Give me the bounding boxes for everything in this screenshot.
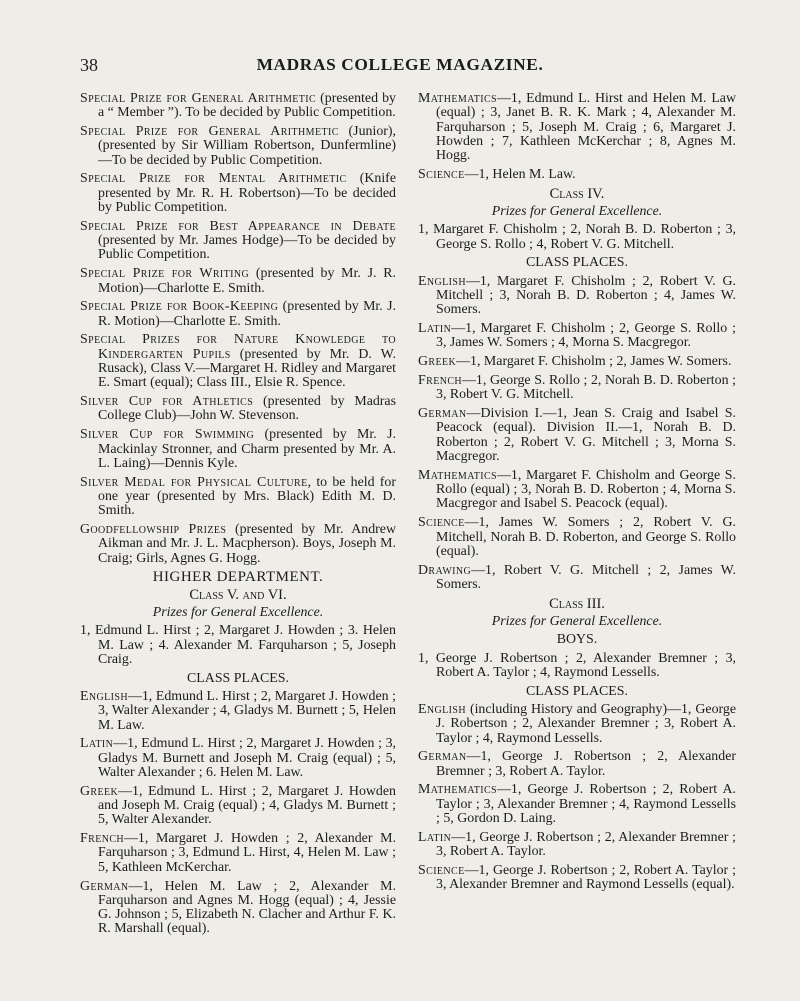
special-prize-entry: Silver Cup for Swimming (presented by Mr. J. Mackinlay Stronner, and Charm presented by Mr. A. L. Laing)—Dennis Kyle. [80, 427, 396, 471]
subject-entry: Science—1, James W. Somers ; 2, Robert V. G. Mitchell, Norah B. D. Roberton, and George S. Rollo (equal). [418, 515, 736, 559]
general-excellence-list: 1, Edmund L. Hirst ; 2, Margaret J. Howden ; 3. Helen M. Law ; 4. Alexander M. Farquharson ; 5, Joseph Craig. [80, 623, 396, 667]
subject-entry: Greek—1, Edmund L. Hirst ; 2, Margaret J. Howden and Joseph M. Craig (equal) ; 4, Gladys M. Burnett ; 5, Walter Alexander. [80, 783, 396, 828]
class-places-heading: CLASS PLACES. [187, 670, 289, 686]
subject-entry: German—Division I.—1, Jean S. Craig and Isabel S. Peacock (equal). Division II.—1, Norah B. D. Roberton ; 2, Robert V. G. Mitchell ; 3, Morna S. Macgregor. [418, 406, 736, 465]
subject-entry: Mathematics—1, Edmund L. Hirst and Helen M. Law (equal) ; 3, Janet B. R. K. Mark ; 4, Alexander M. Farquharson ; 5, Joseph M. Craig ; 6, Margaret J. Howden ; 7, Kathleen McKerchar ; 8, Agnes M. Hogg. [418, 91, 736, 164]
general-excellence-list: 1, George J. Robertson ; 2, Alexander Bremner ; 3, Robert A. Taylor ; 4, Raymond Lessells. [418, 650, 736, 680]
special-prizes [80, 92, 396, 566]
special-prize-entry: Silver Medal for Physical Culture, to be held for one year (presented by Mrs. Black) Edith M. D. Smith. [80, 474, 396, 519]
subject-entry: Greek—1, Margaret F. Chisholm ; 2, James W. Somers. [418, 354, 732, 370]
class-heading-v-vi: Class V. and VI. [189, 586, 287, 603]
special-prize-entry: Special Prize for Book-Keeping (presented by Mr. J. R. Motion)—Charlotte E. Smith. [80, 299, 396, 329]
special-prize-entry: Special Prize for General Arithmetic (presented by a “ Member ”). To be decided by Public Competition. [80, 91, 397, 121]
subject-entry: French—1, George S. Rollo ; 2, Norah B. D. Roberton ; 3, Robert V. G. Mitchell. [418, 373, 736, 403]
subject-list [418, 92, 736, 182]
subject-entry: Science—1, Helen M. Law. [418, 166, 576, 182]
subject-entry: Science—1, George J. Robertson ; 2, Robert A. Taylor ; 3, Alexander Bremner and Raymond Lessells (equal). [418, 862, 736, 893]
subject-list [418, 703, 736, 893]
section-heading-higher: HIGHER DEPARTMENT. [152, 569, 324, 586]
special-prize-entry: Goodfellowship Prizes (presented by Mr. Andrew Aikman and Mr. J. L. Macpherson). Boys, Joseph M. Craig; Girls, Agnes G. Hogg. [80, 522, 397, 566]
subject-entry: Mathematics—1, Margaret F. Chisholm and George S. Rollo (equal) ; 3, Norah B. D. Roberton ; 4, Morna S. Macgregor and Isabel S. Peacock (equal). [418, 467, 736, 512]
subject-entry: English—1, Edmund L. Hirst ; 2, Margaret J. Howden ; 3, Walter Alexander ; 4, Gladys M. Burnett ; 5, Helen M. Law. [80, 688, 396, 733]
right-column [418, 92, 736, 897]
subject-list [418, 275, 736, 592]
subject-entry: Mathematics—1, George J. Robertson ; 2, Robert A. Taylor ; 3, Alexander Bremner ; 4, Raymond Lessells ; 5, Gordon D. Laing. [418, 782, 736, 827]
subject-list [80, 690, 396, 937]
subject-entry: Drawing—1, Robert V. G. Mitchell ; 2, James W. Somers. [418, 562, 736, 592]
special-prize-entry: Special Prize for General Arithmetic (Junior), (presented by Sir William Robertson, Dunfermline)—To be decided by Public Competition. [80, 124, 396, 168]
running-header: MADRAS COLLEGE MAGAZINE. [256, 55, 544, 74]
special-prize-entry: Silver Cup for Athletics (presented by Madras College Club)—John W. Stevenson. [80, 394, 396, 424]
class-heading-iv: Class IV. [549, 185, 605, 202]
class-places-heading: CLASS PLACES. [526, 683, 628, 699]
boys-heading: BOYS. [556, 632, 598, 648]
general-excellence-list: 1, Margaret F. Chisholm ; 2, Norah B. D. Roberton ; 3, George S. Rollo ; 4, Robert V. G. Mitchell. [418, 222, 736, 252]
subject-entry: German—1, George J. Robertson ; 2, Alexander Bremner ; 3, Robert A. Taylor. [418, 749, 736, 779]
subject-entry: German—1, Helen M. Law ; 2, Alexander M. Farquharson and Agnes M. Hogg (equal) ; 4, Jessie G. Johnson ; 5, Elizabeth N. Clacher and Arthur F. K. R. Marshall (equal). [80, 878, 396, 937]
special-prize-entry: Special Prizes for Nature Knowledge to Kindergarten Pupils (presented by Mr. D. W. Rusack), Class V.—Margaret H. Ridley and Margaret E. Smart (equal); Class III., Elsie R. Spence. [80, 332, 396, 391]
subject-entry: English—1, Margaret F. Chisholm ; 2, Robert V. G. Mitchell ; 3, Norah B. D. Roberton ; 4, James W. Somers. [418, 273, 736, 318]
prizes-subheading: Prizes for General Excellence. [491, 204, 663, 220]
special-prize-entry: Special Prize for Best Appearance in Debate (presented by Mr. James Hodge)—To be decided by Public Competition. [80, 218, 396, 263]
special-prize-entry: Special Prize for Writing (presented by Mr. J. R. Motion)—Charlotte E. Smith. [80, 266, 397, 296]
subject-entry: English (including History and Geography)—1, George J. Robertson ; 2, Alexander Bremner ; 3, Robert A. Taylor ; 4, Raymond Lessells. [418, 701, 736, 746]
subject-entry: Latin—1, Margaret F. Chisholm ; 2, George S. Rollo ; 3, James W. Somers ; 4, Morna S. Macgregor. [418, 321, 736, 351]
class-heading-iii: Class III. [549, 595, 605, 612]
class-places-heading: CLASS PLACES. [526, 255, 628, 271]
left-column [80, 92, 396, 941]
prizes-subheading: Prizes for General Excellence. [152, 605, 324, 620]
subject-entry: French—1, Margaret J. Howden ; 2, Alexander M. Farquharson ; 3, Edmund L. Hirst, 4, Helen M. Law ; 5, Kathleen McKerchar. [80, 831, 396, 875]
special-prize-entry: Special Prize for Mental Arithmetic (Knife presented by Mr. R. H. Robertson)—To be decided by Public Competition. [80, 171, 396, 216]
page-number: 38 [80, 55, 98, 75]
subject-entry: Latin—1, George J. Robertson ; 2, Alexander Bremner ; 3, Robert A. Taylor. [418, 829, 736, 860]
prizes-subheading: Prizes for General Excellence. [491, 614, 663, 629]
subject-entry: Latin—1, Edmund L. Hirst ; 2, Margaret J. Howden ; 3, Gladys M. Burnett and Joseph M. Craig (equal) ; 5, Walter Alexander ; 6. Helen M. Law. [80, 736, 396, 780]
